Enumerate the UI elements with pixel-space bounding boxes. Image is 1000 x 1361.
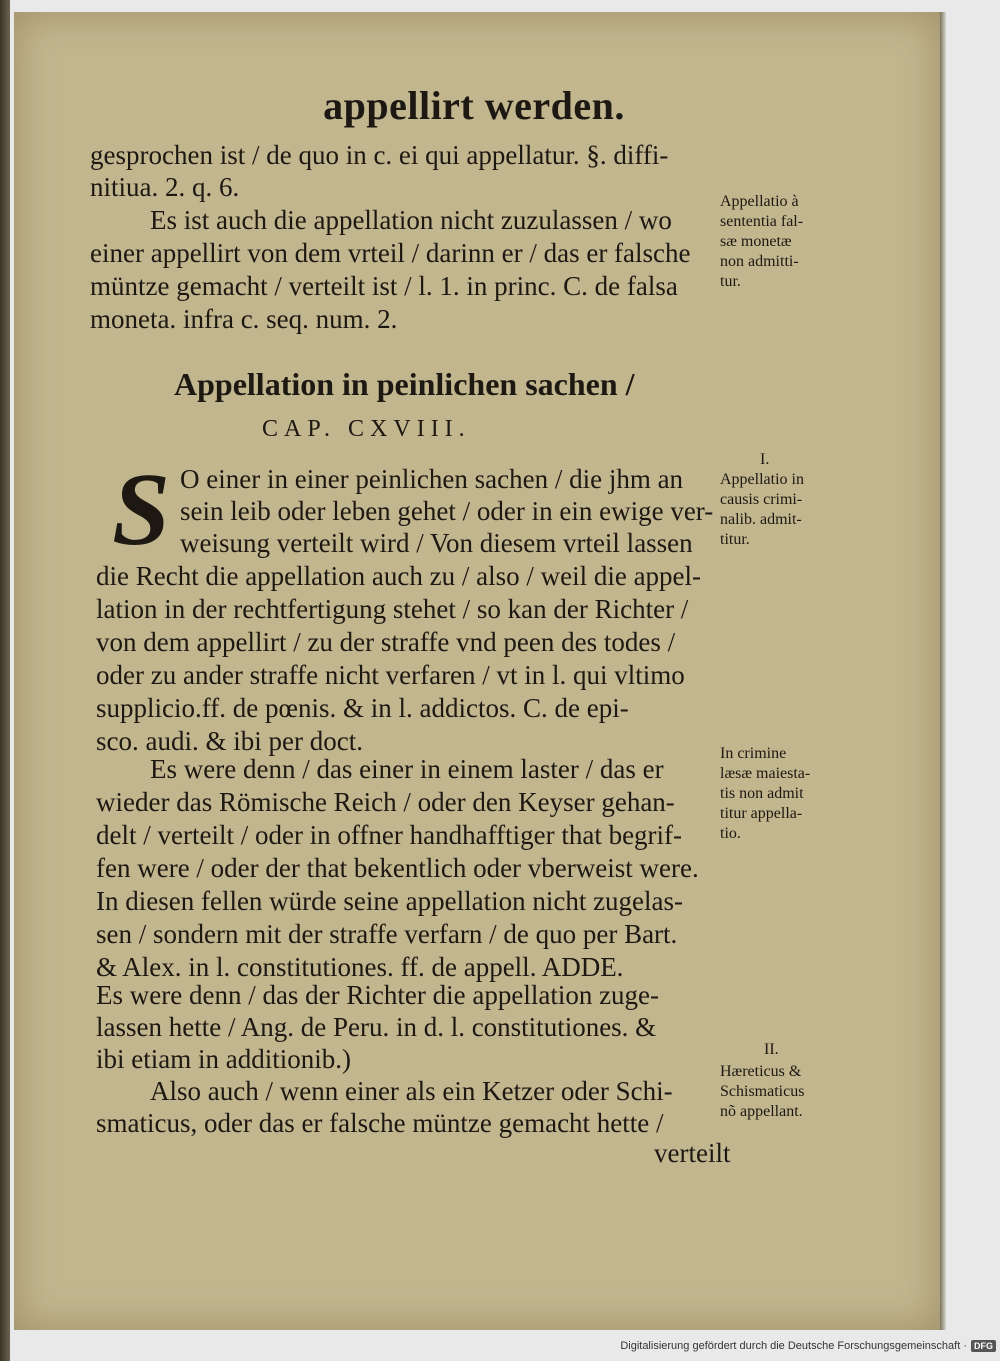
text-line: Es ist auch die appellation nicht zuzulassen / wo [150,205,672,235]
margin-note-line: nõ appellant. [720,1103,803,1120]
text-line: fen were / oder der that bekentlich oder vberweist were. [96,853,699,883]
catchword: verteilt [654,1138,731,1168]
text-line: delt / verteilt / oder in offner handhafftiger that begrif- [96,820,683,850]
text-line: In diesen fellen würde seine appellation nicht zugelas- [96,886,684,916]
margin-note-line: titur appella- [720,805,803,822]
running-head: appellirt werden. [323,83,625,128]
text-line: sein leib oder leben gehet / oder in ein ewige ver- [180,496,714,526]
text-line: ibi etiam in additionib.) [96,1044,351,1074]
text-line: von dem appellirt / zu der straffe vnd peen des todes / [96,627,676,657]
dfg-logo-icon: DFG [971,1340,996,1352]
text-line: gesprochen ist / de quo in c. ei qui appellatur. §. diffi- [90,140,669,170]
margin-note-line: Schismaticus [720,1083,805,1100]
margin-note-line: tio. [720,825,741,842]
margin-note-line: In crimine [720,745,787,762]
margin-note-number: I. [760,451,770,468]
text-line: einer appellirt von dem vrteil / darinn er / das er falsche [90,238,691,268]
text-line: smaticus, oder das er falsche müntze gemacht hette / [96,1108,664,1138]
text-line: lation in der rechtfertigung stehet / so kan der Richter / [96,594,689,624]
margin-note-line: titur. [720,531,750,548]
margin-note-line: nalib. admit- [720,511,802,528]
text-line: Es were denn / das der Richter die appellation zuge- [96,980,660,1010]
text-line: supplicio.ff. de pœnis. & in l. addictos. C. de epi- [96,693,629,723]
decorated-initial: S [112,452,170,567]
text-line: weisung verteilt wird / Von diesem vrteil lassen [180,528,693,558]
scan-left-edge [0,0,10,1361]
text-line: sco. audi. & ibi per doct. [96,726,363,756]
margin-note-line: tis non admit [720,785,804,802]
book-page [14,12,940,1330]
text-line: lassen hette / Ang. de Peru. in d. l. constitutiones. & [96,1012,657,1042]
chapter-title: Appellation in peinlichen sachen / [174,366,635,402]
margin-note-line: sententia fal- [720,213,804,230]
text-line: Also auch / wenn einer als ein Ketzer oder Schi- [150,1076,673,1106]
text-line: moneta. infra c. seq. num. 2. [90,304,398,334]
margin-note-line: Appellatio à [720,193,799,210]
text-line: & Alex. in l. constitutiones. ff. de appell. ADDE. [96,952,624,982]
text-line: oder zu ander straffe nicht verfaren / vt in l. qui vltimo [96,660,685,690]
chapter-number: CAP. CXVIII. [262,416,471,442]
text-line: sen / sondern mit der straffe verfarn / de quo per Bart. [96,919,678,949]
margin-note-line: non admitti- [720,253,799,270]
footer-credit [620,1337,996,1355]
margin-note-line: sæ monetæ [720,233,792,250]
text-line: O einer in einer peinlichen sachen / die jhm an [180,464,684,494]
text-line: wieder das Römische Reich / oder den Keyser gehan- [96,787,675,817]
page-edge [940,12,946,1330]
text-line: nitiua. 2. q. 6. [90,172,240,202]
footer-text: Digitalisierung gefördert durch die Deutsche Forschungsgemeinschaft · [620,1340,967,1352]
margin-note-line: tur. [720,273,741,290]
text-line: müntze gemacht / verteilt ist / l. 1. in princ. C. de falsa [90,271,678,301]
margin-note-line: læsæ maiesta- [720,765,811,782]
margin-note-number: II. [764,1041,779,1058]
margin-note-line: causis crimi- [720,491,803,508]
margin-note-line: Appellatio in [720,471,804,488]
text-line: die Recht die appellation auch zu / also / weil die appel- [96,561,702,591]
margin-note-line: Hæreticus & [720,1063,802,1080]
text-line: Es were denn / das einer in einem laster / das er [150,754,664,784]
